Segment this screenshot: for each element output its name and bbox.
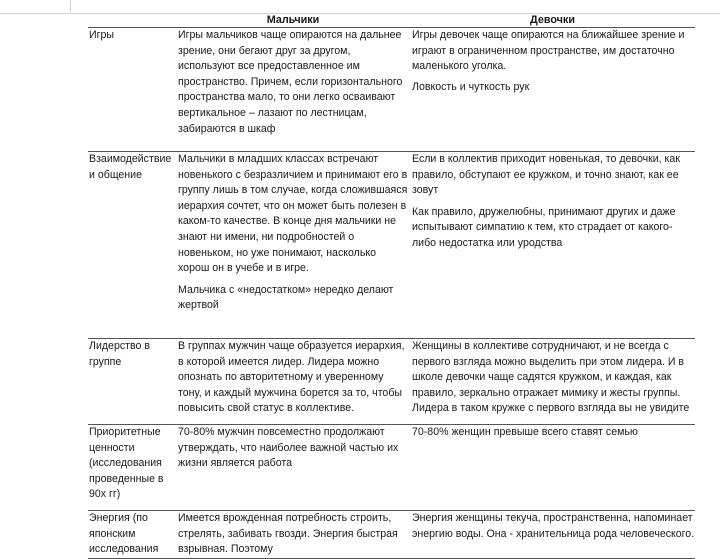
boys-cell	[176, 425, 410, 511]
boys-cell	[176, 339, 410, 425]
girls-cell	[410, 339, 695, 425]
girls-text: Энергия женщины текуча, пространственна, напоминает энергию воды. Она - хранительница рода человеческого.	[412, 512, 695, 540]
boys-cell	[176, 28, 410, 152]
boys-text: Игры мальчиков чаще опираются на дальнее зрение, они бегают друг за другом, используют все предоставленное им пространство. Причем, если горизонтального пространства мало, то они легко осваивают вертикальное – лазают по лестницам, забираются в шкаф	[178, 29, 403, 135]
row-label: Взаимодействие и общение	[88, 152, 176, 339]
row-label: Приоритетные ценности (исследования проведенные в 90х гг)	[88, 425, 176, 511]
girls-cell	[410, 425, 695, 511]
comparison-table	[88, 13, 695, 559]
slide-frame-top	[70, 0, 720, 14]
header-girls: Девочки	[410, 13, 695, 28]
girls-text: Женщины в коллективе сотрудничают, и не всегда с первого взгляда можно выделить при этом лидера. И в школе девочки чаще садятся кружком, и каждая, как правило, зеркально отражает мимику и жесты группы. Лидера в таком кружке с первого взгляда вы не увидите	[412, 340, 690, 415]
boys-text: Мальчики в младших классах встречают новенького с безразличием и принимают его в группу лишь в том случае, когда сложившаяся иерархия сочтет, что он может быть полезен в каком-то качестве. В конце дня мальчики не знают ни имени, ни подробностей о новеньком, но уже понимают, насколько хорош он в учебе и в игре.	[178, 153, 408, 275]
boys-text: 70-80% мужчин повсеместно продолжают утверждать, что наиболее важной частью их жизни является работа	[178, 426, 399, 470]
table-row	[88, 425, 695, 511]
table-row	[88, 28, 695, 152]
girls-cell	[410, 152, 695, 339]
table-header-row	[88, 13, 695, 28]
table-row	[88, 339, 695, 425]
slide-frame-left	[0, 0, 70, 14]
table-row	[88, 152, 695, 339]
row-label: Лидерство в группе	[88, 339, 176, 425]
girls-text: Как правило, дружелюбны, принимают других и даже испытывают симпатию к тем, кто страдает от какого-либо недостатка или уродства	[412, 205, 676, 249]
boys-cell	[176, 511, 410, 559]
header-boys: Мальчики	[176, 13, 410, 28]
row-label: Энергия (по японским исследования	[88, 511, 176, 559]
boys-cell	[176, 152, 410, 339]
boys-text: В группах мужчин чаще образуется иерархия, в которой имеется лидер. Лидера можно опознать по авторитетному и уверенному тону, и каждый мужчина борется за то, чтобы повысить свой статус в коллективе.	[178, 340, 405, 415]
table-row	[88, 511, 695, 559]
girls-cell	[410, 511, 695, 559]
girls-text: Если в коллектив приходит новенькая, то девочки, как правило, обступают ее кружком, и точно знают, как ее зовут	[412, 153, 680, 197]
girls-text: Игры девочек чаще опираются на ближайшее зрение и играют в ограниченном пространстве, им достаточно маленького уголка.	[412, 29, 685, 73]
girls-text: Ловкость и чуткость рук	[412, 80, 530, 93]
girls-cell	[410, 28, 695, 152]
boys-text: Имеется врожденная потребность строить, стрелять, забивать гвозди. Энергия быстрая взрывная. Поэтому	[178, 512, 398, 556]
row-label: Игры	[88, 28, 176, 152]
header-empty-cell	[88, 13, 176, 28]
boys-text: Мальчика с «недостатком» нередко делают жертвой	[178, 283, 394, 312]
girls-text: 70-80% женщин превыше всего ставят семью	[412, 426, 638, 438]
